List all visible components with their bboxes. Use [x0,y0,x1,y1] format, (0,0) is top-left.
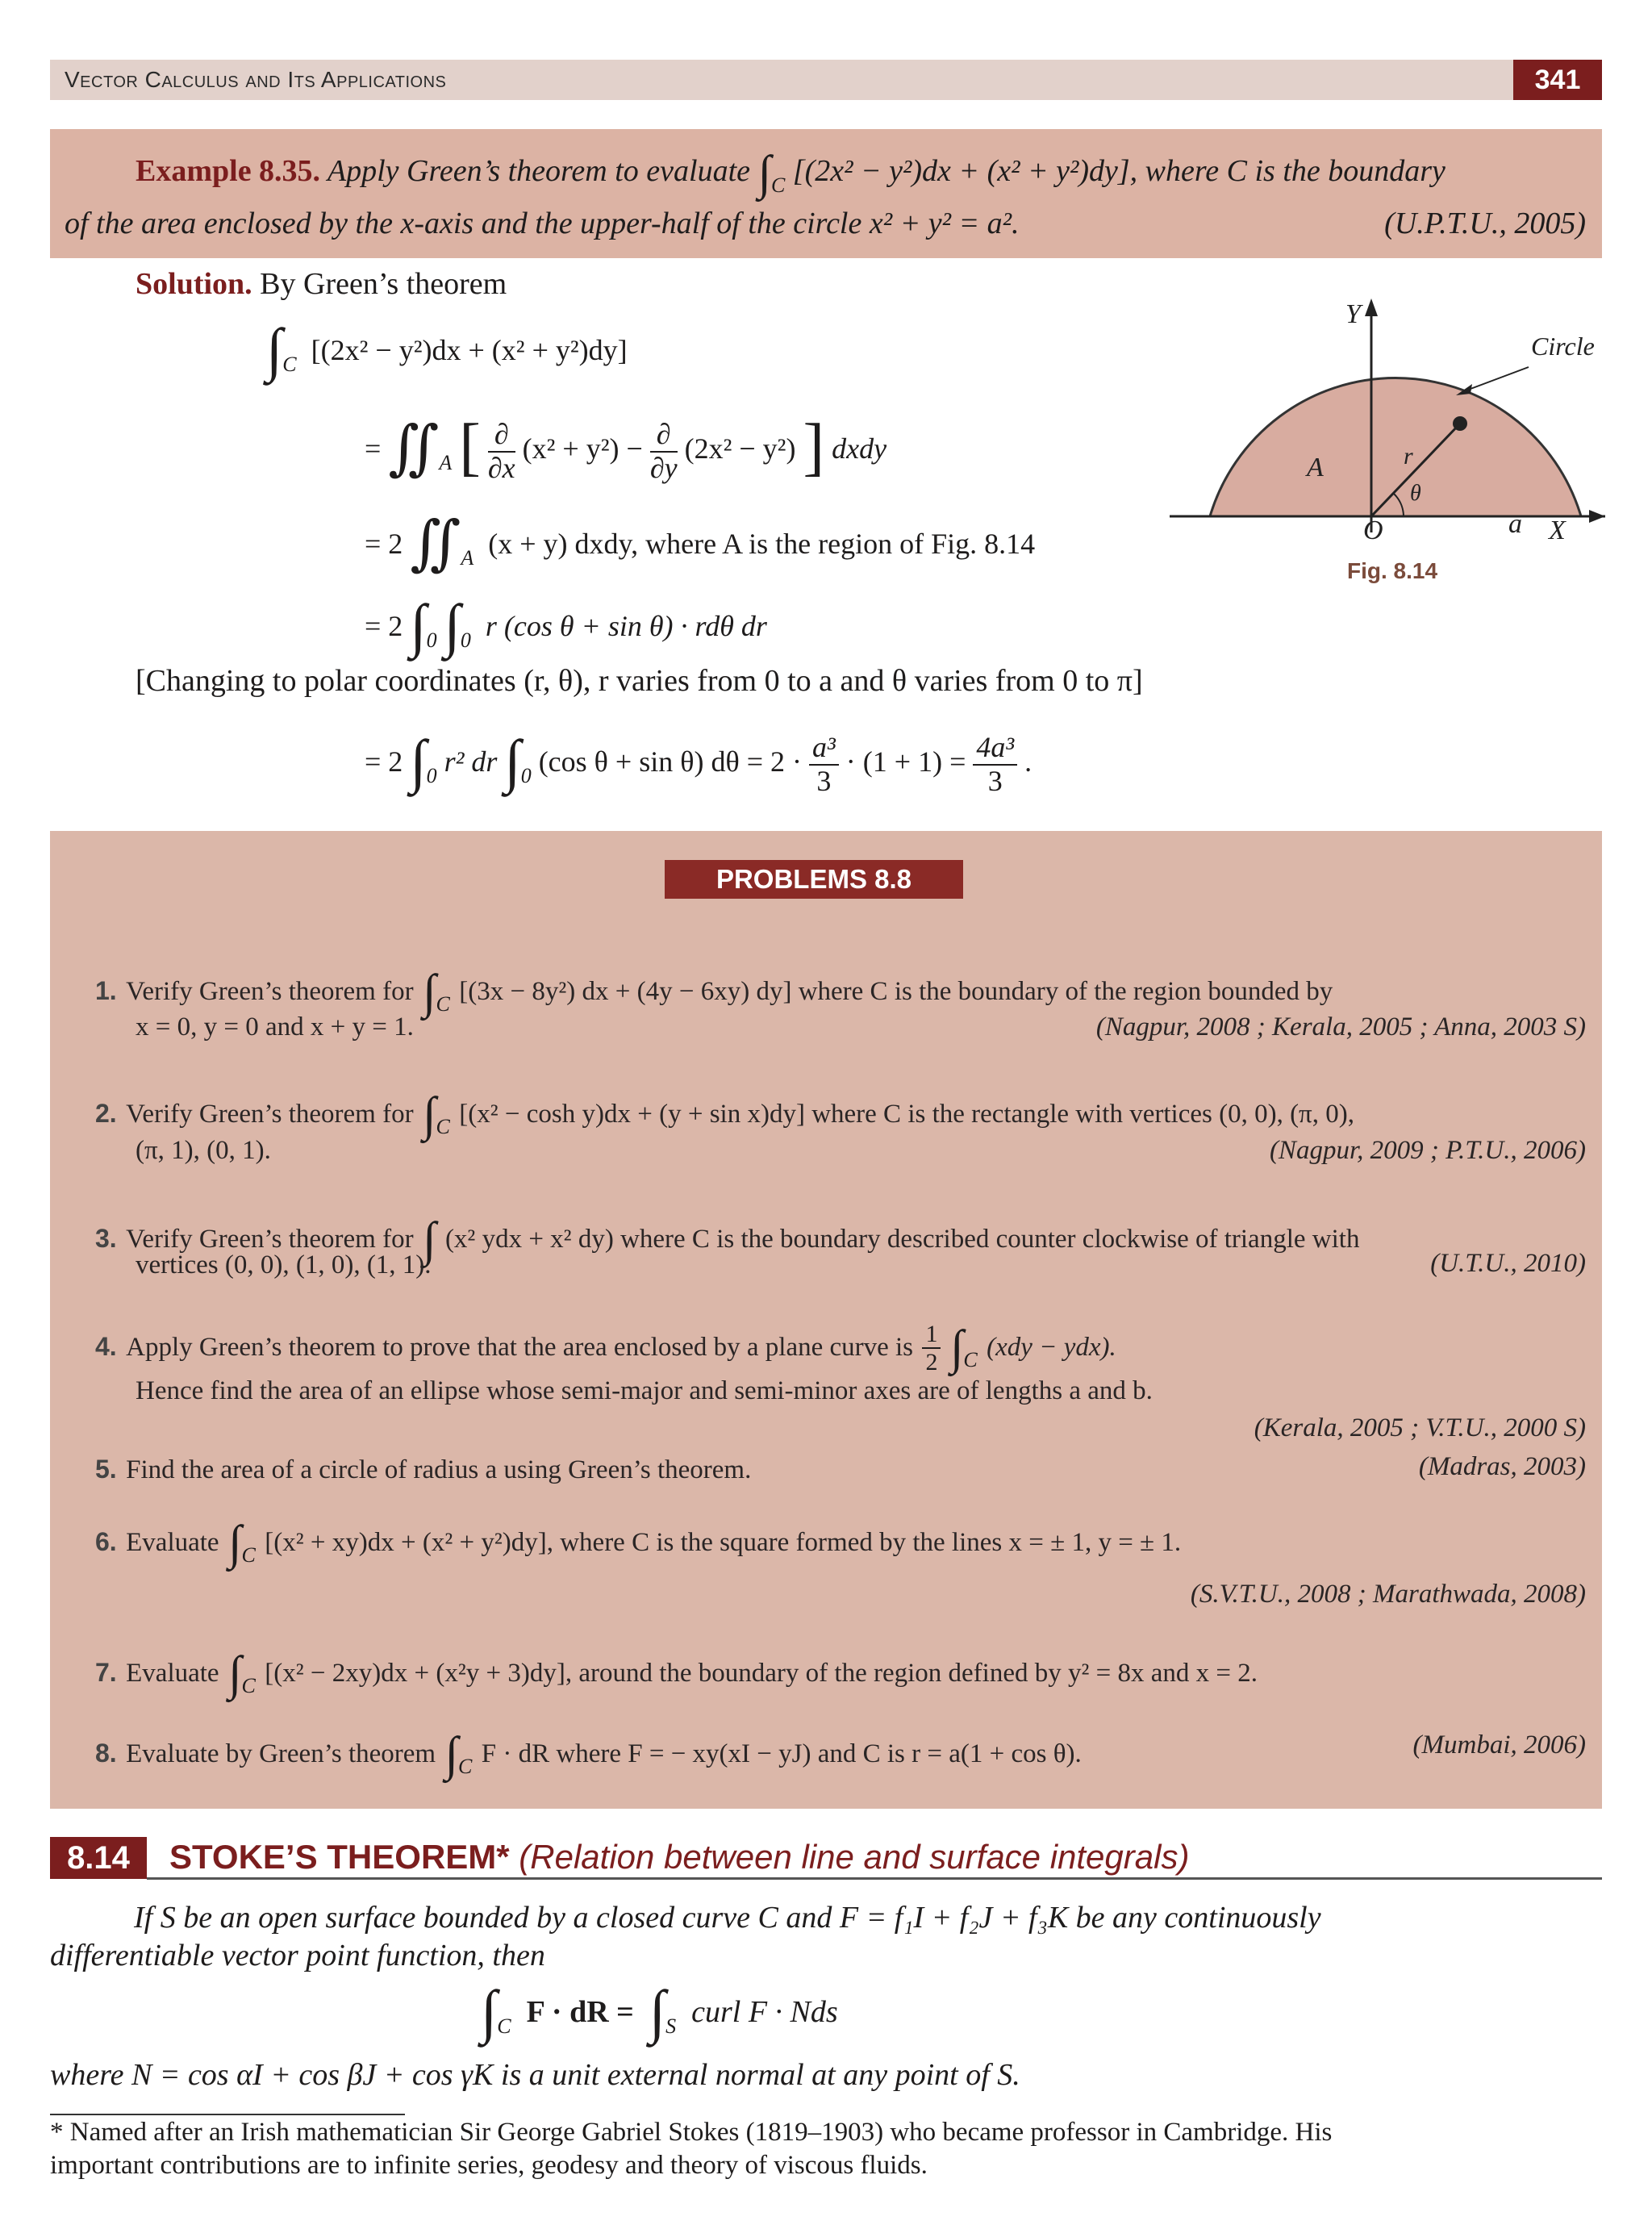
problem-number: 3. [95,1224,117,1253]
problem-6: 6. Evaluate $\int_C$ [(x² + xy)dx + (x² + y²)dy], where C is the square formed by the lines x = ± 1, y = ± 1. [95,1516,1182,1569]
problem-text: [(x² − cosh y)dx + (y + sin x)dy] where C is the rectangle with vertices (0, 0), (π, 0), [459,1100,1354,1129]
solution-line-3: (x + y) dxdy, where A is the region of Fig. 8.14 [488,528,1036,560]
problem-lead: Evaluate [126,1659,219,1688]
solution-line-1: [(2x² − y²)dx + (x² + y²)dy] [311,334,628,366]
solution-line-5b: (cos θ + sin θ) dθ = 2 · [538,745,802,778]
integral-sign: ∫ [444,1727,458,1780]
solution-eq-2: = $∬_A$ [ $\frac{\partial}{\partial x}$ (x² + y²) − $\frac{\partial}{\partial y}$ (2x² − y²) ] dxdy [365,411,887,484]
double-integral-sign: ∬ [410,511,461,577]
double-integral-sign: ∬ [388,415,440,482]
section-number: 8.14 [50,1837,147,1879]
problem-lead: Apply Green’s theorem to prove that the area enclosed by a plane curve is [126,1333,914,1362]
problem-2-source: (Nagpur, 2009 ; P.T.U., 2006) [1269,1136,1586,1165]
problem-text: F · dR where F = − xy(xI − yJ) and C is r = a(1 + cos θ). [481,1739,1082,1768]
fraction-numerator: 1 [922,1321,941,1349]
problem-number: 8. [95,1739,117,1768]
fraction-numerator: a³ [809,732,839,766]
fraction-denominator: 3 [816,764,832,797]
figure-8-14 [1162,290,1613,565]
integral-sign: ∫ [423,1213,436,1266]
integral-sign: ∫ [649,1979,666,2045]
fraction-denominator: 2 [925,1349,938,1375]
problem-number: 6. [95,1527,117,1556]
integral-sign: ∫ [410,728,427,795]
fraction-denominator: 3 [987,764,1003,797]
running-title: Vector Calculus and Its Applications [65,67,447,92]
section-title [169,1838,1189,1876]
example-integrand: [(2x² − y²)dx + (x² + y²)dy], where C is the boundary [792,154,1446,188]
solution-line-4: r (cos θ + sin θ) · rdθ dr [485,610,767,642]
problem-text: [(x² + xy)dx + (x² + y²)dy], where C is the square formed by the lines x = ± 1, y = ± 1. [265,1528,1182,1557]
problem-lead: Evaluate [126,1528,219,1557]
running-header [50,60,1602,100]
x-axis-arrow [1589,510,1605,523]
section-title-main: STOKE’S THEOREM* [169,1838,510,1876]
problem-3-continued: vertices (0, 0), (1, 0), (1, 1). [136,1250,432,1279]
formula-lhs: F · dR = [526,1995,634,2029]
problem-4: 4. Apply Green’s theorem to prove that the area enclosed by a plane curve is $\frac{1}{2}$ $\int_C$ (xdy − ydx). [95,1321,1116,1375]
problem-text: [(x² − 2xy)dx + (x²y + 3)dy], around the boundary of the region defined by y² = 8x and x = 2. [265,1659,1258,1688]
fig-label-y: Y [1345,299,1361,329]
problem-text: [(3x − 8y²) dx + (4y − 6xy) dy] where C is the boundary of the region bounded by [459,977,1333,1006]
problem-7: 7. Evaluate $\int_C$ [(x² − 2xy)dx + (x²y + 3)dy], around the boundary of the region defined by y² = 8x and x = 2. [95,1647,1258,1700]
integral-sign: ∫ [410,593,427,659]
solution-eq-1: $\int_C$ [(2x² − y²)dx + (x² + y²)dy] [266,317,628,383]
normal-definition: where N = cos αI + cos βJ + cos γK is a unit external normal at any point of S. [50,2058,1020,2092]
problem-number: 4. [95,1332,117,1361]
solution-eq-3: = 2 $∬_A$ (x + y) dxdy, where A is the region of Fig. 8.14 [365,499,1035,570]
stokes-formula: $\int_C$ F · dR = $\int_S$ curl F · Nds [481,1979,838,2045]
footnote-line-1: * Named after an Irish mathematician Sir George Gabriel Stokes (1819–1903) who became professor in Cambridge. His [50,2118,1333,2147]
integral-sign: ∫ [423,1087,436,1141]
theorem-statement-line-1: If S be an open surface bounded by a closed curve C and F = f₁I + f₂J + f₃K be any continuously [134,1901,1321,1935]
problem-number: 2. [95,1099,117,1128]
integral-sign: ∫ [481,1979,498,2045]
integral-sign: ∫ [228,1647,242,1700]
formula-rhs: curl F · Nds [691,1995,838,2029]
integral-sign: ∫ [504,728,521,795]
example-box [50,129,1602,258]
problem-number: 1. [95,976,117,1005]
fig-label-x: X [1549,516,1566,545]
integral-sign: ∫ [757,146,771,199]
integral-sign: ∫ [228,1516,242,1569]
footnote-rule [50,2114,405,2115]
problem-3-source: (U.T.U., 2010) [1430,1249,1586,1278]
y-axis-arrow [1365,298,1378,316]
problem-4-continued: Hence find the area of an ellipse whose semi-major and semi-minor axes are of lengths a and b. [136,1376,1153,1405]
fraction-numerator: 4a³ [973,732,1017,766]
problem-number: 7. [95,1658,117,1687]
solution-line-2a: (x² + y²) − [522,432,643,465]
integral-sign: ∫ [423,965,436,1018]
fig-label-o: O [1363,516,1383,545]
section-rule [147,1877,1602,1880]
fig-label-circle: Circle [1531,332,1595,361]
problem-lead: Verify Green’s theorem for [126,977,414,1006]
solution-line-2c: dxdy [832,432,887,465]
fig-label-region: A [1307,453,1324,482]
example-prompt: Apply Green’s theorem to evaluate [327,154,751,188]
integral-sign: ∫ [949,1321,964,1374]
solution-eq-5: = 2 $\int_0$ r² dr $\int_0$ (cos θ + sin θ) dθ = 2 · $\frac{\text{a³}}{3}$ · (1 + 1) = $\frac{\text{4a³}}{3}$ . [365,728,1032,797]
figure-caption: Fig. 8.14 [1347,558,1438,583]
solution-note: [Changing to polar coordinates (r, θ), r varies from 0 to a and θ varies from 0 to π] [136,664,1143,698]
problem-5 [95,1452,751,1485]
problem-lead: Evaluate by Green’s theorem [126,1739,436,1768]
problem-2-continued: (π, 1), (0, 1). [136,1136,271,1165]
example-line-2: of the area enclosed by the x-axis and the upper-half of the circle x² + y² = a². [65,207,1020,240]
page-number: 341 [1513,60,1602,100]
fig-label-a: a [1508,509,1522,539]
problem-text: (xdy − ydx). [987,1333,1116,1362]
fig-label-theta: θ [1410,481,1421,506]
problem-6-source: (S.V.T.U., 2008 ; Marathwada, 2008) [1190,1580,1586,1609]
problem-8-source: (Mumbai, 2006) [1412,1730,1586,1760]
problem-lead: Find the area of a circle of radius a using Green’s theorem. [126,1455,752,1484]
problem-8: 8. Evaluate by Green’s theorem $\int_C$ F · dR where F = − xy(xI − yJ) and C is r = a(1 + cos θ). [95,1727,1082,1780]
problems-title: PROBLEMS 8.8 [665,860,963,899]
problem-lead: Verify Green’s theorem for [126,1100,414,1129]
solution-line-2b: (2x² − y²) [684,432,796,465]
circle-pointer [1464,367,1529,391]
problem-1-source: (Nagpur, 2008 ; Kerala, 2005 ; Anna, 2003 S) [1095,1012,1586,1042]
problem-1: 1. Verify Green’s theorem for $\int_C$ [(3x − 8y²) dx + (4y − 6xy) dy] where C is the boundary of the region bounded by [95,965,1333,1018]
example-line-1: Example 8.35. Apply Green’s theorem to evaluate $\int_C$ [(2x² − y²)dx + (x² + y²)dy], where C is the boundary [136,146,1446,199]
fig-label-r: r [1404,443,1413,470]
integral-sign: ∫ [444,593,461,659]
problem-lead: Verify Green’s theorem for [126,1225,414,1254]
solution-line-5c: · (1 + 1) = [845,745,966,778]
theorem-statement-line-2: differentiable vector point function, then [50,1939,545,1972]
solution-intro [136,266,507,302]
problems-box [50,831,1602,1809]
problem-number: 5. [95,1455,117,1484]
problem-5-source: (Madras, 2003) [1418,1452,1586,1481]
solution-eq-4: = 2 $\int_0$ $\int_0$ r (cos θ + sin θ) · rdθ dr [365,593,767,659]
section-subtitle: (Relation between line and surface integrals) [519,1838,1190,1876]
problem-text: (x² ydx + x² dy) where C is the boundary described counter clockwise of triangle with [444,1225,1360,1254]
radius-endpoint [1453,416,1467,431]
solution-intro-text: By Green’s theorem [260,267,507,301]
footnote-line-2: important contributions are to infinite series, geodesy and theory of viscous fluids. [50,2151,928,2180]
solution-line-5a: r² dr [444,745,498,778]
integral-sign: ∫ [266,317,283,383]
problem-2: 2. Verify Green’s theorem for $\int_C$ [(x² − cosh y)dx + (y + sin x)dy] where C is the rectangle with vertices (0, 0), (π, 0), [95,1087,1354,1141]
problem-4-source: (Kerala, 2005 ; V.T.U., 2000 S) [1254,1413,1586,1442]
problem-1-continued: x = 0, y = 0 and x + y = 1. [136,1012,414,1042]
solution-label: Solution. [136,267,252,301]
example-label: Example 8.35. [136,154,321,188]
example-source: (U.P.T.U., 2005) [1384,207,1586,240]
